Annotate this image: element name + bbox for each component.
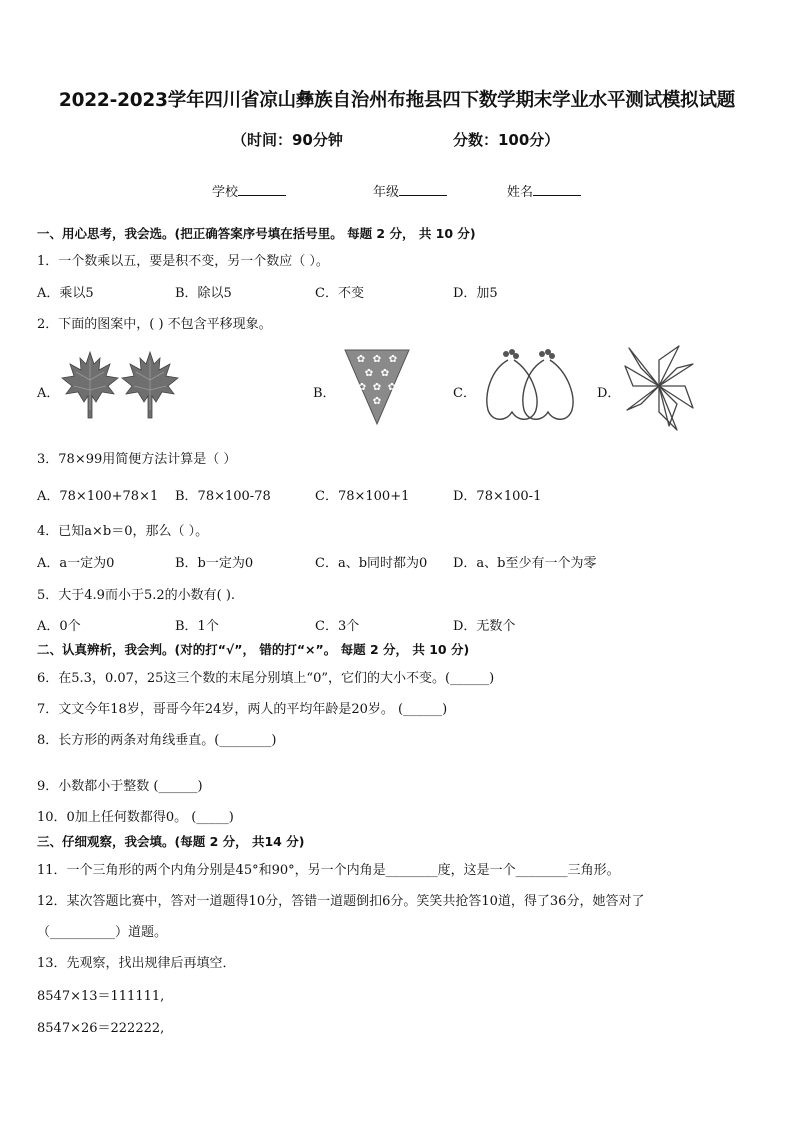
question-2: 2．下面的图案中，( ) 不包含平移现象。 [37, 317, 272, 332]
maple-leaves-figure [60, 346, 185, 426]
svg-text:✿: ✿ [380, 368, 390, 379]
school-field[interactable] [212, 181, 286, 200]
school-label: 学校 [212, 185, 239, 200]
exam-score: 分数：100分） [453, 131, 560, 149]
question-13-example-1: 8547×13＝111111, [37, 989, 165, 1004]
question-11: 11．一个三角形的两个内角分别是45°和90°，另一个内角是________度，这是一个________三角形。 [37, 863, 620, 878]
question-6: 6．在5.3，0.07，25这三个数的末尾分别填上“0”，它们的大小不变。(______) [37, 671, 495, 686]
question-13-example-2: 8547×26＝222222, [37, 1021, 165, 1036]
name-label: 姓名 [507, 185, 534, 200]
q1-option-d: D．加5 [453, 286, 498, 301]
q3-option-b: B．78×100-78 [175, 489, 271, 504]
q2-option-a: A． [37, 386, 60, 401]
q1-option-c: C．不变 [315, 286, 364, 301]
svg-text:✿: ✿ [364, 368, 374, 379]
svg-text:✿: ✿ [357, 382, 367, 393]
q3-option-a: A．78×100+78×1 [37, 489, 159, 504]
q4-option-a: A．a一定为0 [37, 556, 115, 571]
question-4: 4．已知a×b＝0，那么（ ）。 [37, 524, 209, 539]
question-3: 3．78×99用简便方法计算是（ ） [37, 452, 237, 467]
q3-option-d: D．78×100-1 [453, 489, 542, 504]
section-heading-2: 二、认真辨析，我会判。(对的打“√”， 错的打“×”。 每题 2 分， 共 10 分) [37, 642, 470, 657]
name-field[interactable] [507, 181, 581, 200]
question-5: 5．大于4.9而小于5.2的小数有( ). [37, 588, 236, 603]
question-12-line-1: 12．某次答题比赛中，答对一道题得10分，答错一道题倒扣6分。笑笑共抢答10道，得了36分，她答对了 [37, 894, 645, 909]
q4-option-b: B．b一定为0 [175, 556, 254, 571]
svg-text:✿: ✿ [372, 354, 382, 365]
q2-option-b: B． [313, 386, 336, 401]
q2-option-c: C． [453, 386, 476, 401]
q5-option-c: C．3个 [315, 619, 360, 634]
svg-text:✿: ✿ [388, 354, 398, 365]
q3-option-c: C．78×100+1 [315, 489, 410, 504]
page-title: 2022-2023学年四川省凉山彝族自治州布拖县四下数学期末学业水平测试模拟试题 [58, 90, 736, 111]
q1-option-a: A．乘以5 [37, 286, 94, 301]
question-7: 7．文文今年18岁，哥哥今年24岁，两人的平均年龄是20岁。 (______) [37, 702, 448, 717]
question-13: 13．先观察，找出规律后再填空． [37, 956, 236, 971]
q4-option-c: C．a、b同时都为0 [315, 556, 428, 571]
question-12-line-2: （__________）道题。 [37, 925, 168, 940]
svg-text:✿: ✿ [372, 396, 382, 407]
overlapping-bags-figure [480, 346, 580, 426]
grade-label: 年级 [373, 185, 400, 200]
q5-option-b: B．1个 [175, 619, 219, 634]
exam-time: （时间：90分钟 [232, 131, 343, 149]
section-heading-1: 一、用心思考，我会选。(把正确答案序号填在括号里。 每题 2 分， 共 10 分) [37, 226, 476, 241]
question-9: 9．小数都小于整数 (______) [37, 779, 203, 794]
question-10: 10．0加上任何数都得0。 (_____) [37, 810, 234, 825]
section-heading-3: 三、仔细观察，我会填。(每题 2 分， 共14 分) [37, 834, 305, 849]
grade-blank[interactable] [399, 183, 447, 196]
grade-field[interactable] [373, 181, 447, 200]
svg-text:✿: ✿ [387, 382, 397, 393]
svg-text:✿: ✿ [372, 382, 382, 393]
q2-option-d: D． [597, 386, 621, 401]
name-blank[interactable] [533, 183, 581, 196]
school-blank[interactable] [238, 183, 286, 196]
q5-option-a: A．0个 [37, 619, 81, 634]
question-8: 8．长方形的两条对角线垂直。(________) [37, 733, 277, 748]
q1-option-b: B．除以5 [175, 286, 232, 301]
question-1: 1．一个数乘以五，要是积不变，另一个数应（ ）。 [37, 254, 329, 269]
q5-option-d: D．无数个 [453, 619, 516, 634]
svg-text:✿: ✿ [356, 354, 366, 365]
q4-option-d: D．a、b至少有一个为零 [453, 556, 597, 571]
pinwheel-figure [623, 340, 695, 432]
triangle-flowers-figure [343, 348, 411, 426]
